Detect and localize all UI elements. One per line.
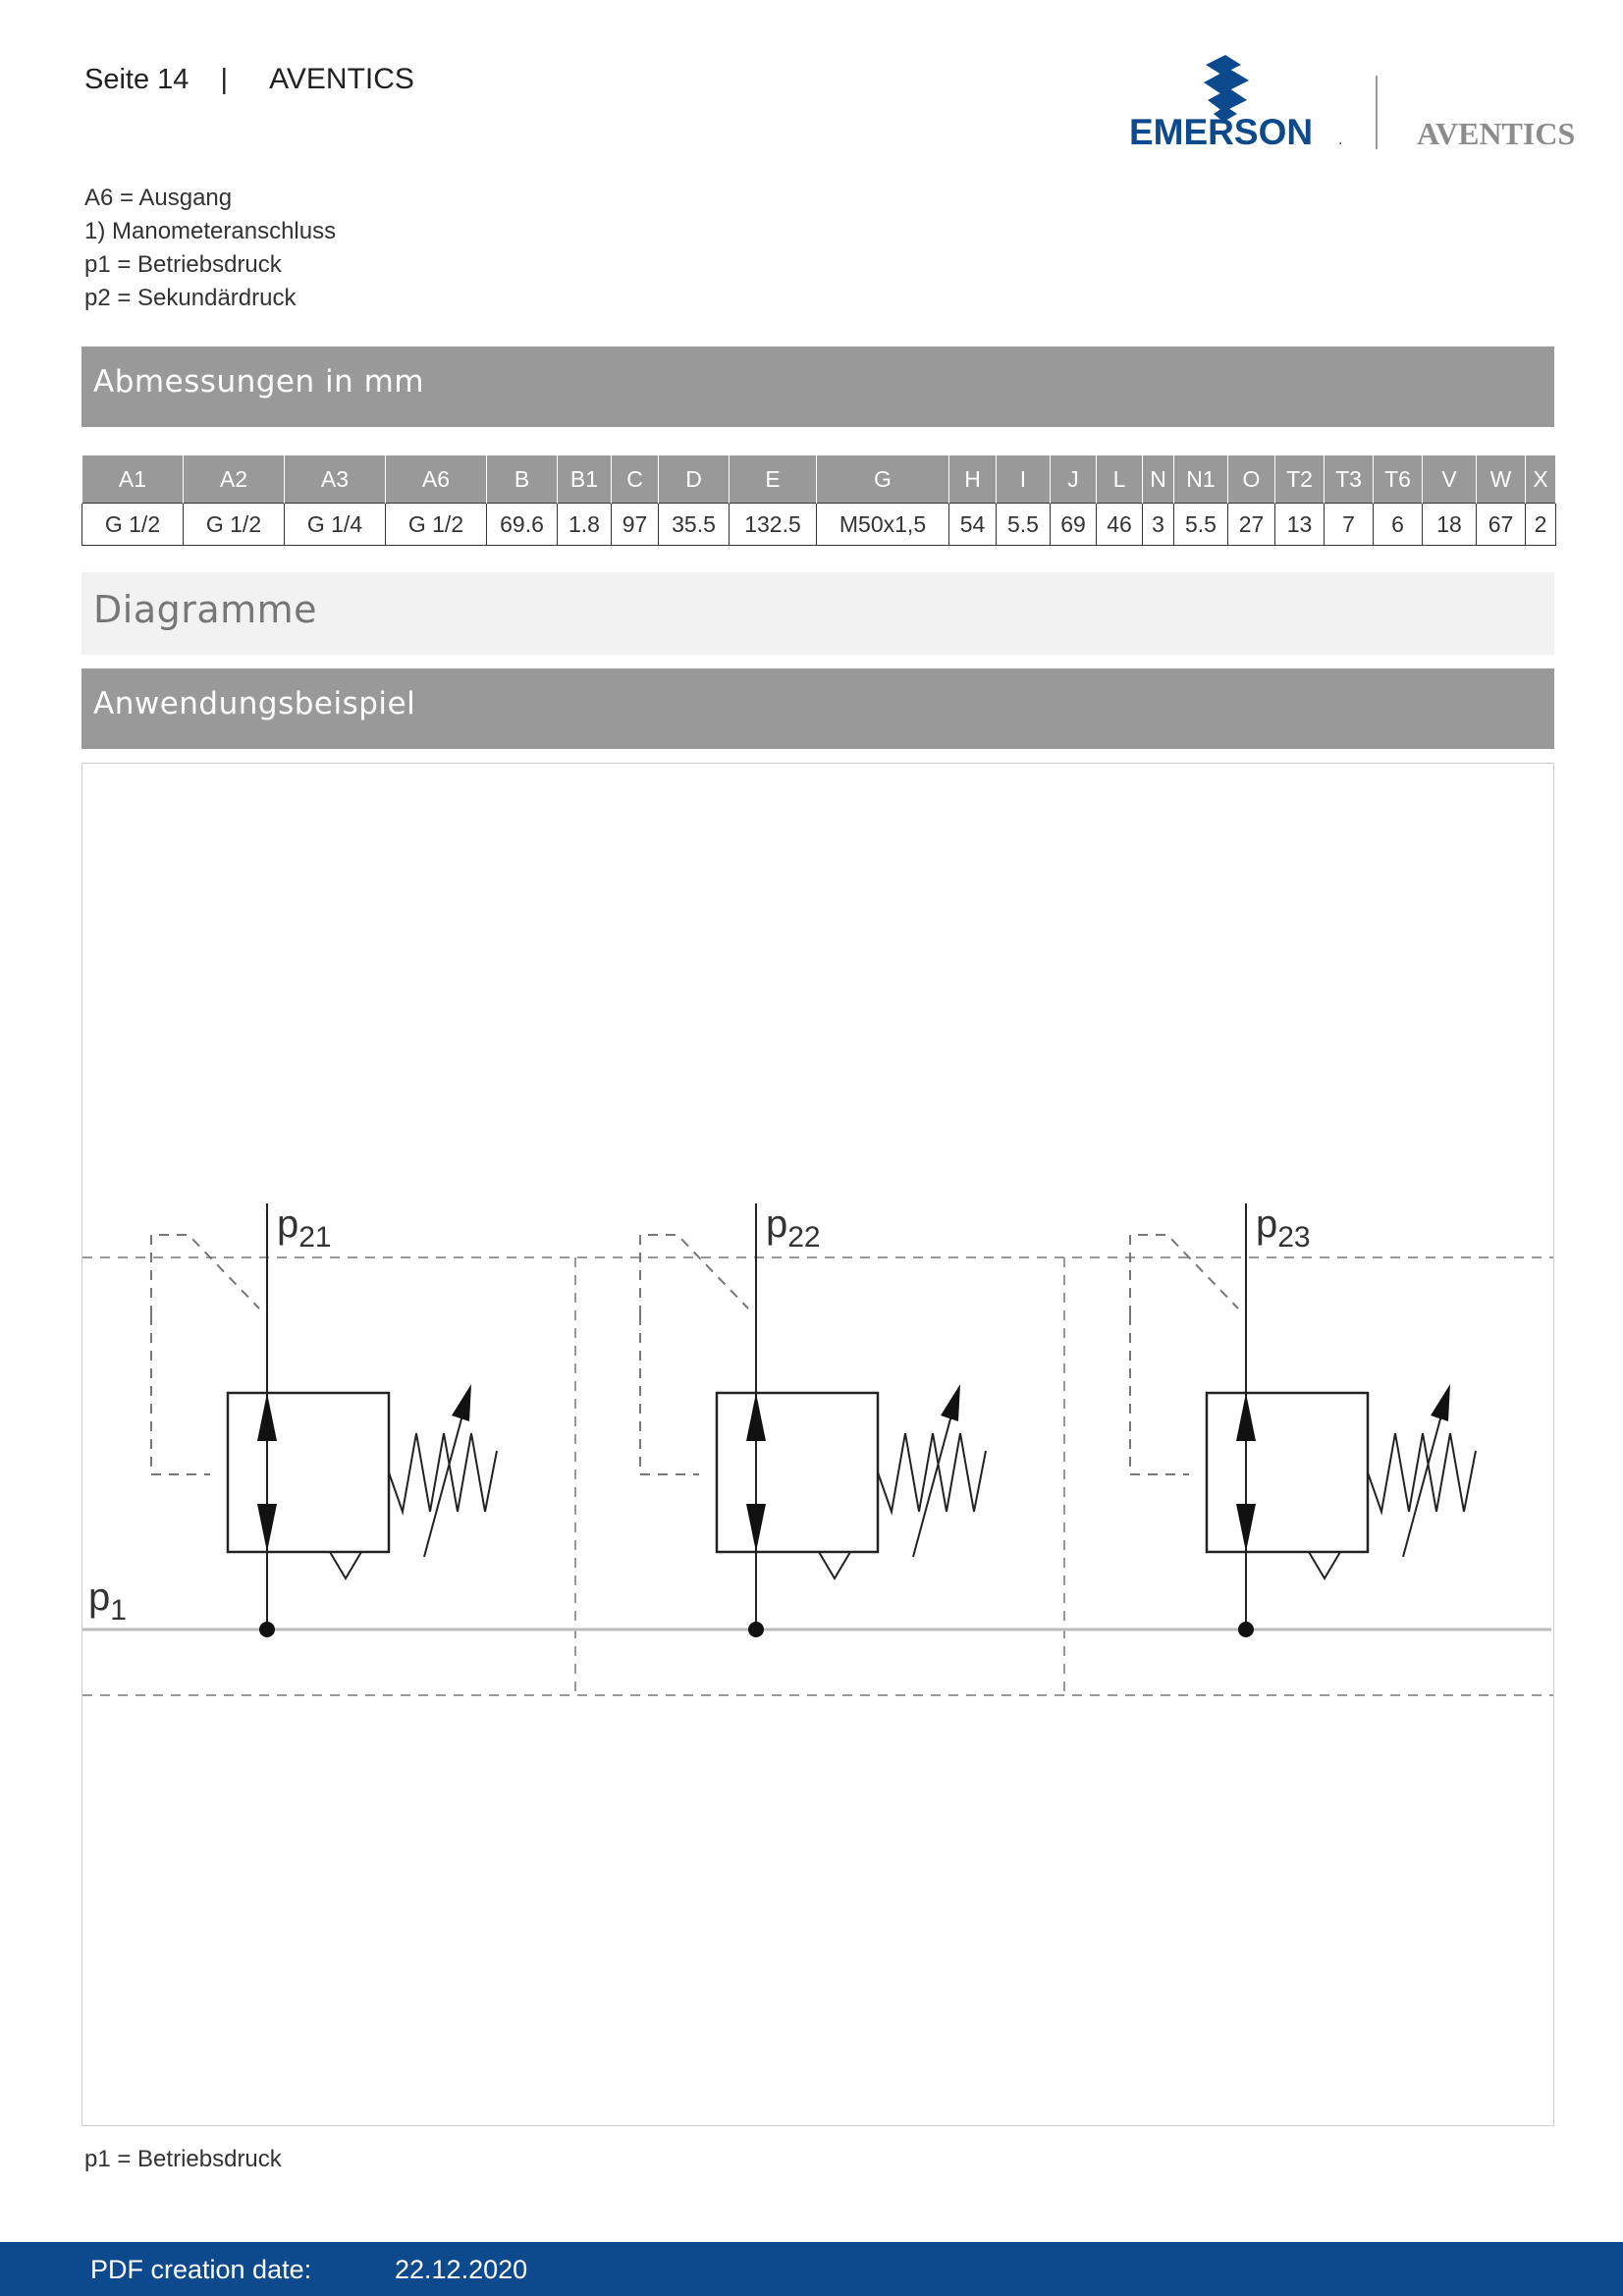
table-cell: 18 bbox=[1423, 504, 1477, 546]
table-cell: 5.5 bbox=[997, 504, 1051, 546]
table-cell: G 1/2 bbox=[82, 504, 184, 546]
table-cell: 1.8 bbox=[558, 504, 612, 546]
page-number: 14 bbox=[157, 64, 189, 95]
column-header: C bbox=[612, 455, 659, 504]
footer-date: 22.12.2020 bbox=[395, 2255, 528, 2284]
pressure-regulator-2 bbox=[640, 1203, 986, 1637]
column-header: H bbox=[949, 455, 997, 504]
column-header: I bbox=[997, 455, 1051, 504]
pressure-regulator-3 bbox=[1130, 1203, 1476, 1637]
application-diagram bbox=[81, 763, 1554, 2126]
table-row bbox=[82, 504, 1556, 546]
column-header: B1 bbox=[558, 455, 612, 504]
table-cell: 67 bbox=[1477, 504, 1526, 546]
page-label: Seite bbox=[84, 64, 150, 95]
table-header-row bbox=[82, 455, 1556, 504]
header-brand: AVENTICS bbox=[269, 63, 414, 95]
table-cell: G 1/2 bbox=[386, 504, 487, 546]
logo-trademark: . bbox=[1338, 132, 1343, 148]
section-dimensions: Abmessungen in mm bbox=[81, 347, 1554, 427]
diagram-caption: p1 = Betriebsdruck bbox=[84, 2146, 282, 2172]
column-header: A2 bbox=[184, 455, 285, 504]
column-header: J bbox=[1051, 455, 1097, 504]
dimensions-table bbox=[81, 455, 1556, 546]
table-cell: 69.6 bbox=[487, 504, 558, 546]
pressure-regulator-1 bbox=[151, 1203, 497, 1637]
outlet-label-p21: $p_{21}$ bbox=[277, 1202, 332, 1254]
column-header: B bbox=[487, 455, 558, 504]
column-header: A1 bbox=[82, 455, 184, 504]
column-header: T2 bbox=[1275, 455, 1325, 504]
table-cell: 3 bbox=[1143, 504, 1174, 546]
page-header bbox=[84, 63, 414, 96]
column-header: G bbox=[817, 455, 949, 504]
note-line: 1) Manometeranschluss bbox=[84, 218, 337, 244]
table-cell: M50x1,5 bbox=[817, 504, 949, 546]
column-header: N1 bbox=[1174, 455, 1228, 504]
table-cell: 132.5 bbox=[730, 504, 817, 546]
column-header: D bbox=[659, 455, 730, 504]
table-cell: 5.5 bbox=[1174, 504, 1228, 546]
footer-bar bbox=[0, 2242, 1623, 2296]
column-header: O bbox=[1228, 455, 1275, 504]
table-cell: 69 bbox=[1051, 504, 1097, 546]
table-cell: 35.5 bbox=[659, 504, 730, 546]
column-header: A6 bbox=[386, 455, 487, 504]
p1-label: $p_1$ bbox=[88, 1575, 127, 1627]
column-header: E bbox=[730, 455, 817, 504]
table-cell: G 1/4 bbox=[285, 504, 386, 546]
column-header: T3 bbox=[1325, 455, 1374, 504]
outlet-label-p22: $p_{22}$ bbox=[766, 1202, 821, 1254]
table-cell: 27 bbox=[1228, 504, 1275, 546]
note-line: A6 = Ausgang bbox=[84, 185, 233, 211]
legend-notes bbox=[84, 182, 336, 315]
pneumatic-circuit-diagram bbox=[82, 764, 1554, 2126]
outlet-label-p23: $p_{23}$ bbox=[1256, 1202, 1311, 1254]
column-header: T6 bbox=[1374, 455, 1423, 504]
column-header: W bbox=[1477, 455, 1526, 504]
emerson-aventics-logo bbox=[1127, 51, 1598, 159]
table-cell: 2 bbox=[1526, 504, 1556, 546]
column-header: L bbox=[1097, 455, 1143, 504]
table-cell: 13 bbox=[1275, 504, 1325, 546]
section-diagrams: Diagramme bbox=[81, 572, 1554, 655]
section-application: Anwendungsbeispiel bbox=[81, 668, 1554, 749]
table-cell: 54 bbox=[949, 504, 997, 546]
note-line: p1 = Betriebsdruck bbox=[84, 251, 282, 278]
table-cell: 7 bbox=[1325, 504, 1374, 546]
footer-label: PDF creation date: bbox=[90, 2255, 312, 2284]
header-separator: | bbox=[220, 64, 229, 95]
column-header: V bbox=[1423, 455, 1477, 504]
logo-aventics-text: AVENTICS bbox=[1417, 116, 1576, 151]
table-cell: 6 bbox=[1374, 504, 1423, 546]
column-header: A3 bbox=[285, 455, 386, 504]
column-header: X bbox=[1526, 455, 1556, 504]
table-cell: 97 bbox=[612, 504, 659, 546]
column-header: N bbox=[1143, 455, 1174, 504]
note-line: p2 = Sekundärdruck bbox=[84, 285, 297, 311]
table-cell: G 1/2 bbox=[184, 504, 285, 546]
logo-emerson-text: EMERSON bbox=[1129, 112, 1314, 152]
table-cell: 46 bbox=[1097, 504, 1143, 546]
